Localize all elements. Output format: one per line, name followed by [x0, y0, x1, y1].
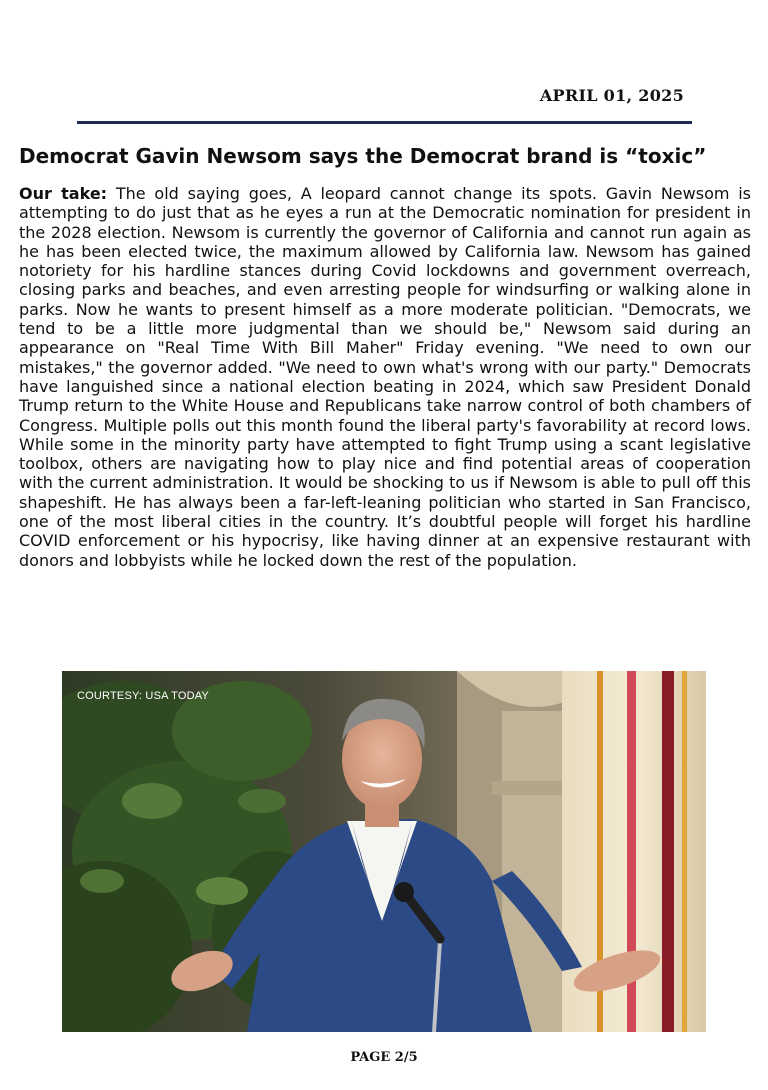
header-divider	[77, 121, 692, 124]
article-photo	[62, 671, 706, 1032]
article-headline: Democrat Gavin Newsom says the Democrat brand is “toxic”	[19, 144, 707, 168]
article-body	[19, 184, 751, 570]
article-lead-label: Our take:	[19, 184, 108, 203]
publication-date: APRIL 01, 2025	[539, 86, 684, 105]
page-number: PAGE 2/5	[350, 1050, 418, 1065]
photo-illustration	[62, 671, 706, 1032]
article-text: The old saying goes, A leopard cannot change its spots. Gavin Newsom is attempting to do just that as he eyes a run at the Democratic nomination for president in the 2028 election. Newsom is currently the governor of California and cannot run again as he has been elected twice, the maximum allowed by California law. Newsom has gained notoriety for his hardline stances during Covid lockdowns and government overreach, closing parks and beaches, and even arresting people for windsurfing or walking alone in parks. Now he wants to present himself as a more moderate politician. "Democrats, we tend to be a little more judgmental than we should be," Newsom said during an appearance on "Real Time With Bill Maher" Friday evening. "We need to own our mistakes," the governor added. "We need to own what's wrong with our party." Democrats have languished since a national election beating in 2024, which saw President Donald Trump return to the White House and Republicans take narrow control of both chambers of Congress. Multiple polls out this month found the liberal party's favorability at record lows. While some in the minority party have attempted to fight Trump using a scant legislative toolbox, others are navigating how to play nice and find potential areas of cooperation with the current administration. It would be shocking to us if Newsom is able to pull off this shapeshift. He has always been a far-left-leaning politician who started in San Francisco, one of the most liberal cities in the country. It’s doubtful people will forget his hardline COVID enforcement or his hypocrisy, like having dinner at an expensive restaurant with donors and lobbyists while he locked down the rest of the population.	[19, 184, 752, 570]
photo-credit: COURTESY: USA TODAY	[77, 690, 209, 702]
